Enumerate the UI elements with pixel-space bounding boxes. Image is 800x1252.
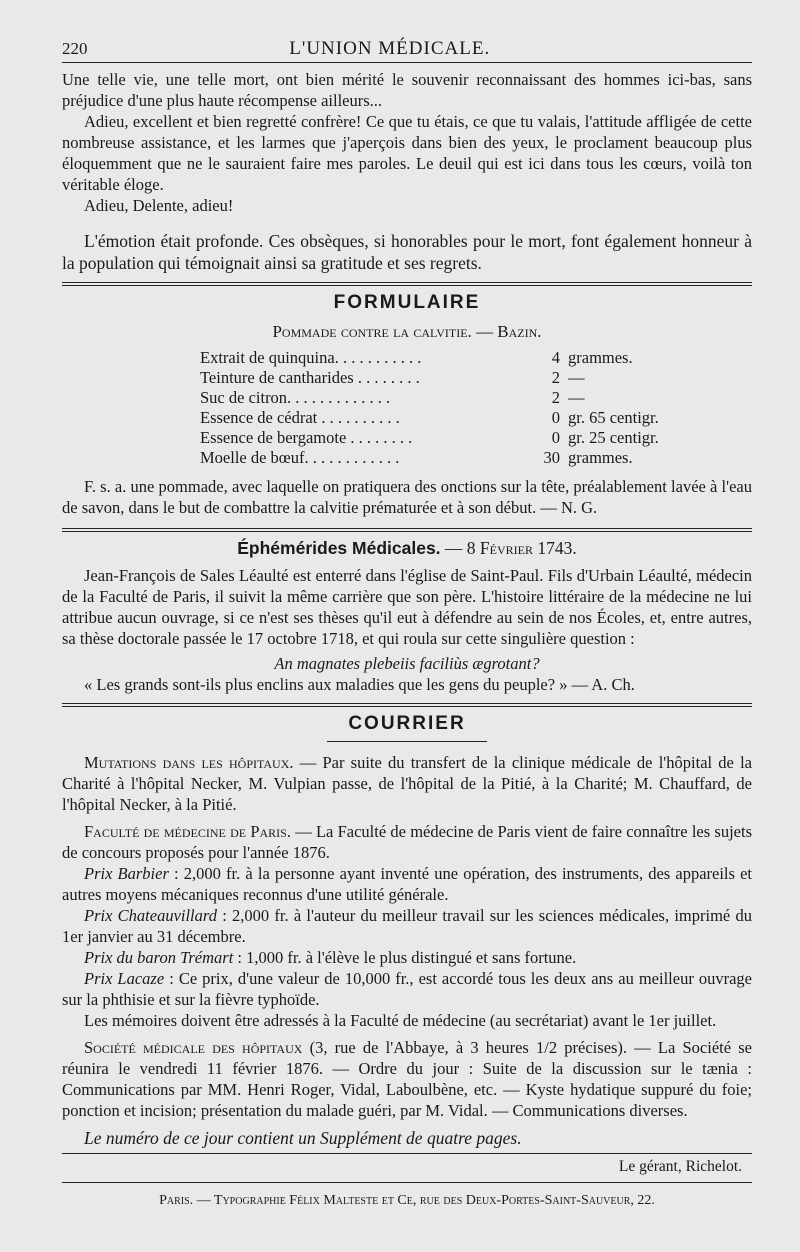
intro-paragraph-2: Adieu, excellent et bien regretté confrère! Ce que tu étais, ce que tu valais, l'attitude affligée de cette nombreuse assistance, et les larmes que j'aperçois dans bien des yeux, le proclament beaucoup plus éloquemment que ne le sauraient faire mes paroles. Le deuil qui est ici dans tous les cœurs, voilà ton véritable éloge. [62, 112, 752, 194]
prix-lacaze: Prix Lacaze : Ce prix, d'une valeur de 10,000 fr., est accordé tous les deux ans au meilleur ouvrage sur la phthisie et sur la fièvre typhoïde. [62, 969, 752, 1009]
prix-barbier: Prix Barbier : 2,000 fr. à la personne ayant inventé une opération, des instruments, des appareils et autres moyens mécaniques reconnus d'une utilité générale. [62, 864, 752, 904]
recipe-title: Pommade contre la calvitie. — Bazin. [272, 322, 542, 341]
latin-question: An magnates plebeiis faciliùs ægrotant? [274, 654, 540, 673]
faculte-paragraph: Faculté de médecine de Paris. — La Faculté de médecine de Paris vient de faire connaître les sujets de concours proposés pour l'année 1876. [62, 822, 752, 862]
question-translation: « Les grands sont-ils plus enclins aux maladies que les gens du peuple? » — A. Ch. [84, 675, 635, 694]
ephemerides-title: Éphémérides Médicales. [237, 538, 441, 558]
short-rule [327, 741, 487, 742]
section-divider [62, 282, 752, 286]
intro-paragraph-3: Adieu, Delente, adieu! [84, 196, 234, 215]
prix-chateauvillard: Prix Chateauvillard : 2,000 fr. à l'auteur du meilleur travail sur les sciences médicales, imprimé du 1er janvier au 31 décembre. [62, 906, 752, 946]
ingredient-row: Moelle de bœuf. . . . . . . . . . . . 30 grammes. [200, 448, 633, 467]
ephemerides-heading [62, 538, 752, 559]
prix-tremart: Prix du baron Trémart : 1,000 fr. à l'élève le plus distingué et sans fortune. [84, 948, 577, 967]
recipe-instructions: F. s. a. une pommade, avec laquelle on pratiquera des onctions sur la tête, préalablement lavée à l'eau de savon, dans le but de combattre la calvitie prématurée et à son début. — N. G. [62, 477, 752, 517]
ingredient-row: Teinture de cantharides . . . . . . . . 2 — [200, 368, 585, 387]
intro-paragraph-1: Une telle vie, une telle mort, ont bien mérité le souvenir reconnaissant des hommes ici-bas, sans préjudice d'une plus haute récompense ailleurs... [62, 70, 752, 110]
ephemerides-date: — 8 Février 1743. [444, 538, 577, 558]
ingredient-row: Essence de bergamote . . . . . . . . 0 gr. 25 centigr. [200, 428, 659, 447]
footer-rule [62, 1153, 752, 1154]
societe-paragraph: Société médicale des hôpitaux (3, rue de l'Abbaye, à 3 heures 1/2 précises). — La Société se réunira le vendredi 11 février 1876. — Ordre du jour : Suite de la discussion sur le tænia : Communications par MM. Henri Roger, Vidal, Laboulbène, etc. — Kyste hydatique suppuré du foie; ponction et incision; présentation du malade guéri, par M. Vidal. — Communications diverses. [62, 1038, 752, 1120]
page [62, 38, 752, 1209]
intro-paragraph-4: L'émotion était profonde. Ces obsèques, si honorables pour le mort, font également honneur à la population qui témoignait ainsi sa gratitude et ses regrets. [62, 231, 752, 273]
journal-title: L'UNION MÉDICALE. [289, 38, 491, 59]
ingredient-row: Suc de citron. . . . . . . . . . . . . 2 — [200, 388, 585, 407]
section-divider [62, 528, 752, 532]
ingredient-table [200, 348, 659, 468]
printer-imprint: Paris. — Typographie Félix Malteste et Ce, rue des Deux-Portes-Saint-Sauveur, 22. [159, 1193, 655, 1208]
page-number: 220 [62, 39, 88, 58]
section-divider [62, 703, 752, 707]
memoires-paragraph: Les mémoires doivent être adressés à la Faculté de médecine (au secrétariat) avant le 1er juillet. [84, 1011, 717, 1030]
running-header [62, 38, 752, 60]
ingredient-row: Essence de cédrat . . . . . . . . . . 0 gr. 65 centigr. [200, 408, 659, 427]
gerant-signature: Le gérant, Richelot. [618, 1158, 742, 1175]
imprint-rule [62, 1182, 752, 1183]
header-rule [62, 62, 752, 63]
ephemerides-paragraph: Jean-François de Sales Léaulté est enterré dans l'église de Saint-Paul. Fils d'Urbain Léaulté, médecin de la Faculté de Paris, il suivit la même carrière que son père. L'histoire littéraire de la médecine ne lui attribue aucun ouvrage, si ce n'est ses thèses qu'il eut à défendre au sein de nos Écoles, et, entre autres, sa thèse doctorale passée le 17 octobre 1718, et qui roula sur cette singulière question : [62, 566, 752, 648]
mutations-paragraph: Mutations dans les hôpitaux. — Par suite du transfert de la clinique médicale de l'hôpital de la Charité à l'hôpital Necker, M. Vulpian passe, de l'hôpital de la Pitié, à la Charité; M. Chauffard, de l'hôpital Necker, à la Pitié. [62, 753, 753, 814]
formulaire-heading: FORMULAIRE [333, 292, 481, 313]
courrier-heading: COURRIER [348, 713, 466, 734]
ingredient-row: Extrait de quinquina. . . . . . . . . . . 4 grammes. [200, 348, 633, 367]
supplement-notice: Le numéro de ce jour contient un Supplément de quatre pages. [84, 1128, 522, 1148]
